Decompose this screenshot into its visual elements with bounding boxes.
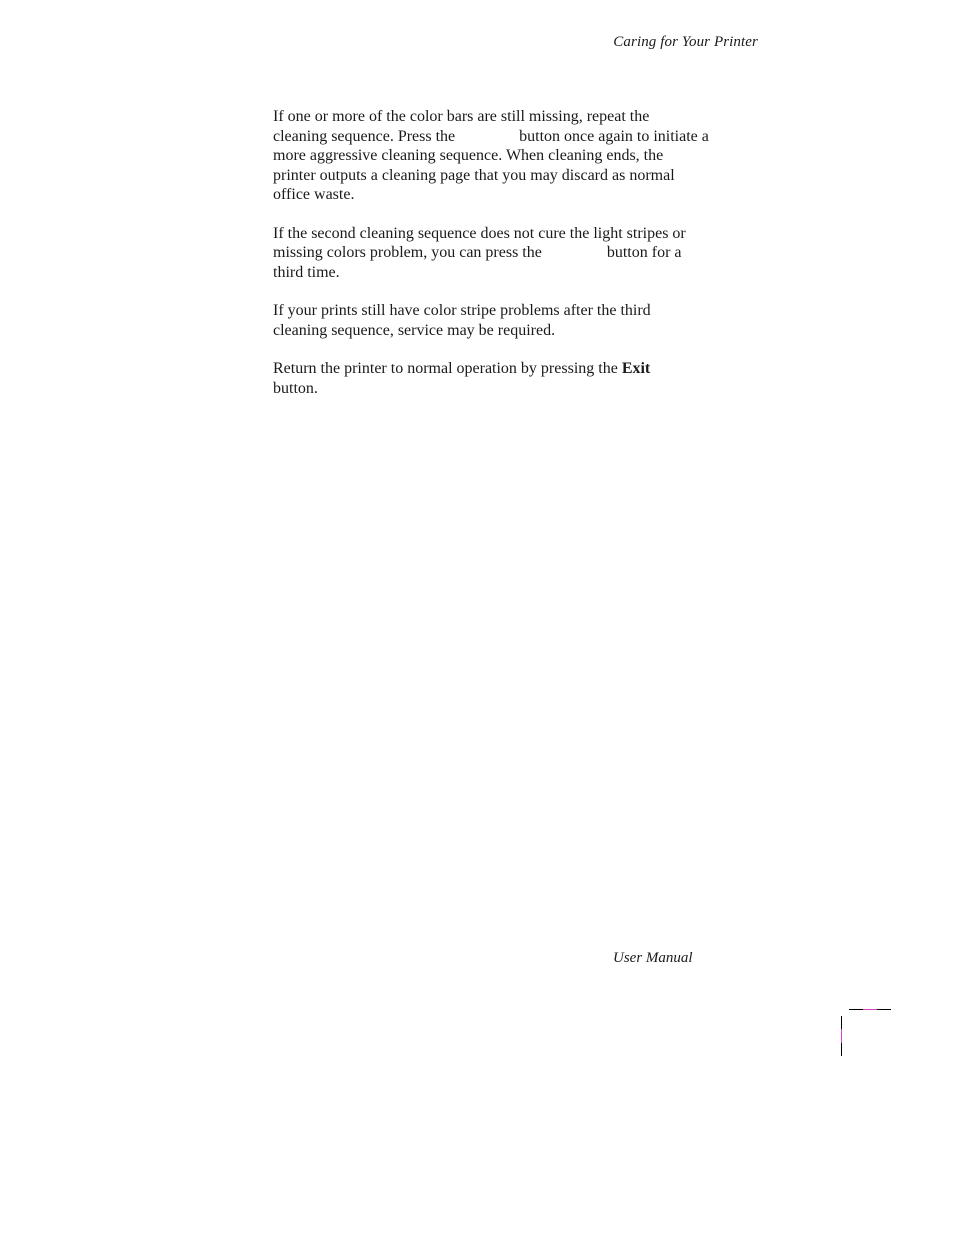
manual-title: User Manual	[613, 950, 693, 966]
crop-mark-horizontal	[849, 1009, 891, 1010]
running-header	[613, 34, 758, 51]
exit-button-name: Exit	[621, 360, 651, 377]
paragraph-return-normal	[273, 359, 763, 398]
paragraph-text: If the second cleaning sequence does not cure the light stripes or missing colors problem, you can press the	[273, 224, 686, 261]
paragraph-text: If one or more of the color bars are still missing, repeat the cleaning sequence. Press the	[273, 108, 650, 145]
body-text	[273, 107, 763, 417]
crop-mark-accent	[863, 1009, 877, 1010]
crop-mark-vertical	[841, 1016, 842, 1056]
paragraph-text: button once again to initiate a more aggressive cleaning sequence. When cleaning ends, the printer outputs a cleaning page that you may discard as normal office waste.	[273, 127, 709, 203]
paragraph-text: button.	[273, 379, 318, 397]
paragraph-text: button for a third time.	[273, 244, 682, 281]
paragraph-service-required: If your prints still have color stripe problems after the third cleaning sequence, service may be required.	[273, 302, 651, 339]
paragraph-text: Return the printer to normal operation by pressing the	[273, 360, 622, 377]
running-footer	[613, 950, 693, 967]
paragraph-repeat-cleaning	[273, 107, 763, 205]
paragraph-second-cleaning	[273, 224, 763, 283]
chapter-title: Caring for Your Printer	[613, 34, 758, 50]
crop-mark-accent	[841, 1029, 842, 1043]
